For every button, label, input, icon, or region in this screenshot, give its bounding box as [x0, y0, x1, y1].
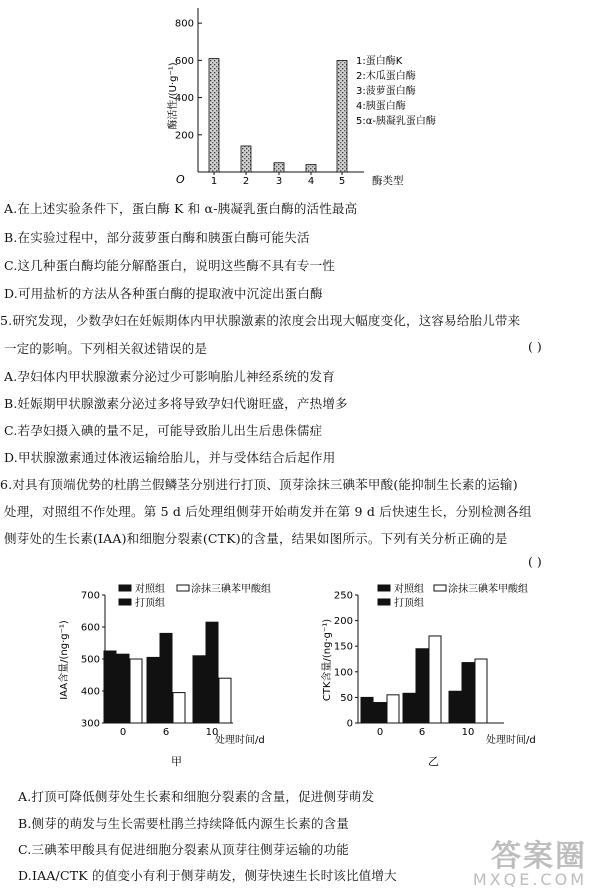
c3-bar-topping-day6 — [416, 649, 428, 723]
q4-option-c: C.这几种蛋白酶均能分解酪蛋白，说明这些酶不具有专一性 — [4, 258, 335, 273]
c3-xlabel: 处理时间/d — [486, 735, 536, 746]
c3-legend — [378, 582, 528, 609]
c2-legend-control: 对照组 — [135, 584, 165, 595]
c3-bar-topping-day0 — [374, 703, 386, 723]
c3-legend-tiba: 涂抹三碘苯甲酸组 — [448, 584, 528, 595]
c2-x-tick-label: 0 — [119, 727, 127, 738]
c1-y-tick-label: 600 — [174, 55, 194, 67]
c2-legend-swatch-tiba — [177, 585, 189, 591]
q6-answer-blank: ( ) — [528, 554, 542, 569]
c2-y-tick-label: 300 — [80, 718, 100, 730]
c1-x-tick-label: 1 — [210, 176, 218, 187]
c1-xlabel: 酶类型 — [372, 175, 404, 187]
c3-bar-tiba-day6 — [429, 636, 441, 723]
c1-x-tick-label: 4 — [307, 176, 315, 187]
c1-legend-4: 4:胰蛋白酶 — [356, 101, 406, 112]
c2-legend-topping: 打顶组 — [135, 598, 165, 609]
c1-legend-1: 1:蛋白酶K — [356, 56, 403, 67]
c3-x-tick-label: 10 — [461, 727, 475, 738]
c2-legend — [119, 582, 271, 609]
c2-bar-topping-day6 — [160, 633, 172, 723]
c1-bar-enzyme-1 — [209, 59, 219, 172]
c3-legend-topping: 打顶组 — [394, 598, 424, 609]
ctk-plot — [334, 591, 504, 739]
q4-option-a: A.在上述实验条件下，蛋白酶 K 和 α-胰凝乳蛋白酶的活性最高 — [4, 201, 358, 216]
c3-y-tick-label: 200 — [333, 616, 353, 628]
c3-legend-swatch-tiba — [434, 585, 446, 591]
c2-x-tick-label: 6 — [162, 727, 170, 738]
c1-y-tick-label: 800 — [174, 18, 194, 30]
q5-option-b: B.妊娠期甲状腺激素分泌过多将导致孕妇代谢旺盛，产热增多 — [4, 396, 348, 411]
iaa-plot — [81, 591, 233, 739]
c3-caption: 乙 — [428, 755, 439, 768]
c3-x-tick-label: 0 — [376, 727, 384, 738]
c2-bar-topping-day10 — [206, 622, 218, 723]
q6-stem-line-3: 侧芽处的生长素(IAA)和细胞分裂素(CTK)的含量，结果如图所示。下列有关分析正确的是 — [4, 531, 508, 546]
c1-legend-2: 2:木瓜蛋白酶 — [356, 71, 416, 82]
c3-bar-control-day10 — [449, 691, 461, 723]
c2-caption: 甲 — [171, 755, 182, 768]
c3-y-tick-label: 250 — [333, 590, 353, 602]
c1-x-tick-label: 3 — [275, 176, 283, 187]
site-watermark — [472, 839, 587, 889]
watermark-url: MXQE.COM — [472, 870, 587, 889]
q6-option-b: B.侧芽的萌发与生长需要杜鹃兰持续降低内源生长素的含量 — [18, 816, 350, 831]
q5-stem-line-1: 5.研究发现，少数孕妇在妊娠期体内甲状腺激素的浓度会出现大幅度变化，这容易给胎儿带来 — [0, 313, 521, 328]
c1-bar-enzyme-5 — [337, 60, 347, 172]
c3-x-tick-label: 6 — [418, 727, 426, 738]
c2-y-tick-label: 500 — [80, 654, 100, 666]
c1-bar-enzyme-4 — [306, 165, 316, 172]
c2-y-tick-label: 400 — [80, 686, 100, 698]
c2-bar-tiba-day6 — [173, 693, 185, 723]
c3-legend-control: 对照组 — [394, 584, 424, 595]
c1-bar-enzyme-3 — [274, 163, 284, 172]
c3-y-tick-label: 50 — [340, 692, 353, 704]
q4-option-d: D.可用盐析的方法从各种蛋白酶的提取液中沉淀出蛋白酶 — [4, 286, 323, 301]
c2-bar-tiba-day10 — [219, 678, 231, 723]
c2-bar-control-day0 — [104, 651, 116, 723]
c1-legend-3: 3:菠萝蛋白酶 — [356, 86, 416, 97]
c3-bar-tiba-day0 — [387, 695, 399, 723]
c2-bar-topping-day0 — [117, 654, 129, 723]
c3-y-tick-label: 0 — [346, 718, 353, 730]
c1-x-tick-label: 5 — [338, 176, 346, 187]
c3-bar-control-day6 — [403, 693, 415, 723]
q5-option-a: A.孕妇体内甲状腺激素分泌过少可影响胎儿神经系统的发育 — [4, 369, 335, 384]
c2-xlabel: 处理时间/d — [215, 735, 265, 746]
c3-y-tick-label: 100 — [333, 667, 353, 679]
q5-stem-line-2: 一定的影响。下列相关叙述错误的是 — [4, 341, 208, 356]
q6-stem-line-1: 6.对具有顶端优势的杜鹃兰假鳞茎分别进行打顶、顶芽涂抹三碘苯甲酸(能抑制生长素的运输) — [0, 477, 518, 492]
c1-x-tick-label: 2 — [242, 176, 250, 187]
c2-bar-control-day6 — [147, 657, 159, 723]
c3-bar-topping-day10 — [462, 663, 474, 723]
c3-ylabel: CTK含量/(ng·g⁻¹) — [322, 618, 333, 702]
c1-legend-5: 5:α-胰凝乳蛋白酶 — [356, 116, 436, 127]
q6-option-a: A.打顶可降低侧芽处生长素和细胞分裂素的含量，促进侧芽萌发 — [18, 789, 375, 804]
c3-y-tick-label: 150 — [333, 641, 353, 653]
c2-bar-tiba-day0 — [130, 659, 142, 723]
c3-legend-swatch-topping — [378, 599, 390, 605]
q6-option-c: C.三碘苯甲酸具有促进细胞分裂素从顶芽往侧芽运输的功能 — [18, 842, 349, 857]
watermark-logo-text: 答案圈 — [491, 839, 587, 874]
q5-answer-blank: ( ) — [528, 339, 542, 354]
c1-y-tick-label: 200 — [174, 130, 194, 142]
c2-legend-swatch-control — [119, 585, 131, 591]
q5-option-d: D.甲状腺激素通过体液运输给胎儿，并与受体结合后起作用 — [4, 450, 336, 465]
c1-ylabel: 酶活性/(U·g⁻¹) — [168, 62, 179, 130]
c2-y-tick-label: 700 — [80, 590, 100, 602]
c3-bar-control-day0 — [361, 697, 373, 723]
enzyme-activity-plot — [175, 8, 364, 187]
c2-bar-control-day10 — [193, 656, 205, 723]
ctk-chart — [318, 575, 578, 775]
c2-ylabel: IAA含量/(ng·g⁻¹) — [59, 620, 70, 700]
c1-bar-enzyme-2 — [241, 146, 251, 172]
c2-legend-swatch-topping — [119, 599, 131, 605]
c1-legend — [356, 54, 436, 127]
q6-stem-line-2: 处理，对照组不作处理。第 5 d 后处理组侧芽开始萌发并在第 9 d 后快速生长，分别检测各组 — [4, 504, 532, 519]
q4-option-b: B.在实验过程中，部分菠萝蛋白酶和胰蛋白酶可能失活 — [4, 230, 310, 245]
c2-y-tick-label: 600 — [80, 622, 100, 634]
c3-bar-tiba-day10 — [475, 659, 487, 723]
c1-y-tick-label: 400 — [174, 93, 194, 105]
c1-origin: O — [176, 173, 185, 186]
c2-legend-tiba: 涂抹三碘苯甲酸组 — [191, 584, 271, 595]
c3-legend-swatch-control — [378, 585, 390, 591]
enzyme-activity-chart — [150, 0, 450, 192]
q6-option-d: D.IAA/CTK 的值变小有利于侧芽萌发，侧芽快速生长时该比值增大 — [18, 868, 397, 883]
q5-option-c: C.若孕妇摄入碘的量不足，可能导致胎儿出生后患侏儒症 — [4, 423, 323, 438]
c2-x-tick-label: 10 — [205, 727, 219, 738]
iaa-chart — [55, 575, 295, 775]
